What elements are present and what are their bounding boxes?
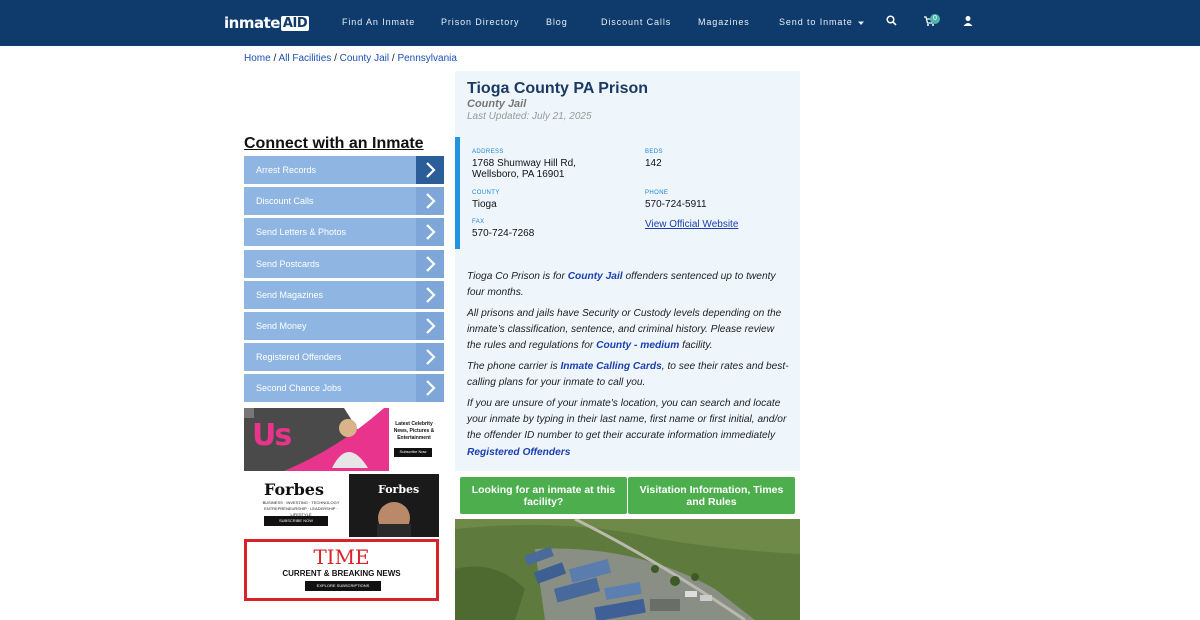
menu-item-second-chance-jobs[interactable] bbox=[244, 374, 444, 402]
fax-value: 570-724-7268 bbox=[472, 228, 535, 239]
nav-prison-directory[interactable]: Prison Directory bbox=[441, 17, 520, 27]
last-updated: Last Updated: July 21, 2025 bbox=[467, 111, 592, 122]
desc-text: If you are unsure of your inmate's location, you can search and locate your inmate by typing in their last name, first name or first initial, and/or the offender ID number to get their accurate information immediately bbox=[467, 397, 787, 442]
site-logo[interactable] bbox=[224, 14, 309, 32]
logo-text: inmate bbox=[224, 14, 280, 32]
menu-item-arrest-records[interactable] bbox=[244, 156, 444, 184]
menu-item-label: Send Money bbox=[256, 320, 307, 331]
menu-item-send-magazines[interactable] bbox=[244, 281, 444, 309]
breadcrumb bbox=[244, 53, 457, 64]
connect-title: Connect with an Inmate bbox=[244, 135, 424, 152]
desc-para-1 bbox=[467, 269, 789, 301]
menu-item-label: Second Chance Jobs bbox=[256, 383, 342, 394]
county-jail-link[interactable]: County Jail bbox=[567, 271, 623, 282]
nav-discount-calls[interactable]: Discount Calls bbox=[601, 17, 672, 27]
visitation-info-button[interactable]: Visitation Information, Times and Rules bbox=[628, 477, 795, 514]
menu-item-send-postcards[interactable] bbox=[244, 250, 444, 278]
menu-item-label: Send Magazines bbox=[256, 289, 324, 300]
breadcrumb-sep: / bbox=[273, 53, 277, 64]
desc-text: offenders sentenced up to twenty four months. bbox=[467, 271, 776, 299]
forbes-cta[interactable]: SUBSCRIBE NOW bbox=[278, 518, 313, 523]
chevron-right-icon bbox=[416, 374, 444, 402]
phone-label: PHONE bbox=[645, 190, 669, 196]
phone-value: 570-724-5911 bbox=[645, 199, 707, 210]
facility-aerial-photo bbox=[455, 519, 800, 620]
menu-item-label: Send Postcards bbox=[256, 258, 320, 269]
nav-magazines[interactable]: Magazines bbox=[698, 17, 750, 27]
desc-para-3 bbox=[467, 359, 789, 391]
menu-item-label: Send Letters & Photos bbox=[256, 227, 347, 238]
menu-item-send-money[interactable] bbox=[244, 312, 444, 340]
beds-value: 142 bbox=[645, 158, 662, 169]
address-label: ADDRESS bbox=[472, 149, 504, 155]
connect-menu bbox=[244, 156, 444, 406]
desc-text: Tioga Co Prison is for bbox=[467, 271, 568, 282]
desc-text: The phone carrier is bbox=[467, 361, 561, 373]
cart-count-badge: 0 bbox=[930, 14, 940, 24]
address-line2: Wellsboro, PA 16901 bbox=[472, 169, 565, 180]
phone-carrier-link[interactable]: Inmate Calling Cards bbox=[560, 361, 662, 373]
menu-item-discount-calls[interactable] bbox=[244, 187, 444, 215]
time-cta[interactable]: EXPLORE SUBSCRIPTIONS bbox=[305, 581, 381, 591]
registered-offenders-link[interactable]: Registered Offenders bbox=[467, 446, 571, 458]
chevron-right-icon bbox=[416, 343, 444, 371]
menu-item-send-letters[interactable] bbox=[244, 218, 444, 246]
security-level-link[interactable]: County - medium bbox=[596, 340, 680, 352]
breadcrumb-home[interactable]: Home bbox=[244, 53, 271, 64]
info-accent-bar bbox=[455, 137, 460, 249]
us-logo: Us bbox=[252, 418, 291, 453]
breadcrumb-sep: / bbox=[391, 53, 395, 64]
facility-description bbox=[467, 269, 789, 465]
desc-para-4 bbox=[467, 396, 789, 461]
us-weekly-ad[interactable] bbox=[244, 408, 439, 471]
beds-label: BEDS bbox=[645, 149, 663, 155]
top-navbar bbox=[0, 0, 1200, 46]
chevron-right-icon bbox=[416, 187, 444, 215]
forbes-logo: Forbes bbox=[264, 480, 324, 499]
menu-item-label: Arrest Records bbox=[256, 165, 317, 175]
nav-find-inmate[interactable]: Find An Inmate bbox=[342, 17, 416, 27]
chevron-right-icon bbox=[416, 218, 444, 246]
official-website-link[interactable]: View Official Website bbox=[645, 219, 739, 230]
find-inmate-button[interactable]: Looking for an inmate at this facility? bbox=[460, 477, 627, 514]
fax-label: FAX bbox=[472, 219, 485, 225]
facility-title: Tioga County PA Prison bbox=[467, 80, 649, 97]
chevron-right-icon bbox=[416, 281, 444, 309]
nav-send-to-inmate[interactable] bbox=[779, 17, 864, 27]
user-icon[interactable] bbox=[961, 14, 975, 28]
time-tagline: CURRENT & BREAKING NEWS bbox=[282, 569, 401, 578]
breadcrumb-county-jail[interactable]: County Jail bbox=[339, 53, 390, 64]
forbes-tag2: ENTREPRENEURSHIP · LEADERSHIP · LIFESTYLE bbox=[264, 506, 338, 517]
address-line1: 1768 Shumway Hill Rd, bbox=[472, 158, 576, 169]
menu-item-registered-offenders[interactable] bbox=[244, 343, 444, 371]
menu-item-label: Discount Calls bbox=[256, 196, 314, 207]
logo-box: AID bbox=[282, 15, 308, 31]
us-ad-cta[interactable]: Subscribe Now bbox=[399, 449, 427, 454]
facility-card bbox=[455, 71, 800, 471]
forbes-tag1: BUSINESS · INVESTING · TECHNOLOGY bbox=[262, 500, 340, 505]
facility-type: County Jail bbox=[467, 98, 527, 110]
nav-blog[interactable]: Blog bbox=[546, 17, 568, 27]
desc-para-2 bbox=[467, 306, 789, 355]
us-ad-line3: Entertainment bbox=[397, 435, 431, 441]
nav-send-to-inmate-label: Send to Inmate bbox=[779, 17, 853, 27]
chevron-right-icon bbox=[416, 312, 444, 340]
us-ad-line2: News, Pictures & bbox=[393, 428, 435, 434]
breadcrumb-all-facilities[interactable]: All Facilities bbox=[278, 53, 332, 64]
facility-info-panel bbox=[455, 137, 800, 249]
aerial-photo-graphic bbox=[455, 519, 800, 620]
caret-down-icon bbox=[858, 20, 864, 26]
menu-item-label: Registered Offenders bbox=[256, 352, 342, 363]
search-icon[interactable] bbox=[885, 14, 899, 28]
chevron-right-icon bbox=[416, 156, 444, 184]
forbes-cover-logo: Forbes bbox=[378, 483, 420, 496]
breadcrumb-sep: / bbox=[334, 53, 337, 64]
county-value: Tioga bbox=[472, 199, 497, 210]
chevron-right-icon bbox=[416, 250, 444, 278]
time-logo: TIME bbox=[313, 545, 370, 569]
us-ad-line1: Latest Celebrity bbox=[395, 421, 433, 427]
forbes-ad[interactable] bbox=[244, 474, 439, 537]
desc-text: All prisons and jails have Security or Custody levels depending on the inmate’s classification, sentence, and criminal history. Please review the rules and regulations for bbox=[467, 307, 782, 352]
county-label: COUNTY bbox=[472, 190, 500, 196]
breadcrumb-pennsylvania[interactable]: Pennsylvania bbox=[397, 53, 457, 64]
desc-text: facility. bbox=[679, 340, 713, 352]
desc-text: , to see their rates and best-calling plans for your inmate to call you. bbox=[467, 361, 789, 389]
time-ad[interactable] bbox=[244, 539, 439, 601]
